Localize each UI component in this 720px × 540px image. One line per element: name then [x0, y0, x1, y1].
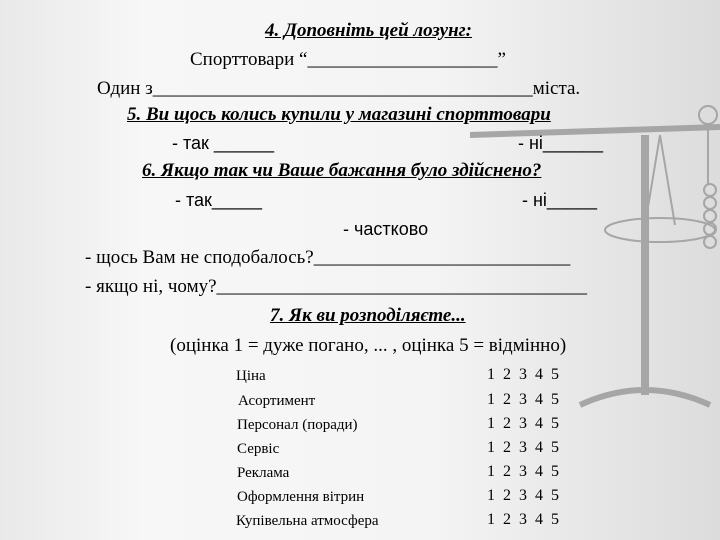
rating-scale-assortment[interactable]: 1 2 3 4 5 — [487, 391, 561, 408]
rating-label-assortment: Асортимент — [238, 393, 316, 409]
rating-scale-service[interactable]: 1 2 3 4 5 — [487, 439, 561, 456]
rating-scale-advertising[interactable]: 1 2 3 4 5 — [487, 463, 561, 480]
q6-disliked-field[interactable]: - щось Вам не сподобалось?___________________________ — [85, 247, 571, 268]
rating-label-service: Сервіс — [237, 441, 280, 457]
q6-partial-option[interactable]: - частково — [343, 219, 429, 239]
rating-scale-shopping-atmosphere[interactable]: 1 2 3 4 5 — [487, 511, 561, 528]
q7-scale-note: (оцінка 1 = дуже погано, ... , оцінка 5 = відмінно) — [170, 335, 567, 356]
q5-title: 5. Ви щось колись купили у магазині спорттовари — [127, 104, 551, 125]
rating-label-price: Ціна — [236, 368, 266, 384]
rating-scale-staff[interactable]: 1 2 3 4 5 — [487, 415, 561, 432]
rating-scale-window-display[interactable]: 1 2 3 4 5 — [487, 487, 561, 504]
q5-yes-option[interactable]: - так ______ — [172, 133, 274, 153]
q4-slogan-blank[interactable]: Спорттовари “____________________” — [190, 49, 506, 70]
rating-label-advertising: Реклама — [237, 465, 290, 481]
rating-label-staff: Персонал (поради) — [237, 417, 358, 433]
q5-no-option[interactable]: - ні______ — [518, 133, 603, 153]
rating-label-window-display: Оформлення вітрин — [237, 489, 365, 505]
q6-no-option[interactable]: - ні_____ — [522, 190, 597, 210]
rating-scale-price[interactable]: 1 2 3 4 5 — [487, 366, 561, 383]
q4-title: 4. Доповніть цей лозунг: — [265, 20, 472, 41]
q7-title: 7. Як ви розподіляєте... — [270, 305, 466, 326]
q6-why-not-field[interactable]: - якщо ні, чому?_______________________________________ — [85, 276, 588, 297]
q4-one-of-blank[interactable]: Один з________________________________________міста. — [97, 78, 581, 99]
q6-yes-option[interactable]: - так_____ — [175, 190, 262, 210]
rating-label-shopping-atmosphere: Купівельна атмосфера — [236, 513, 379, 529]
q6-title: 6. Якщо так чи Ваше бажання було здійснено? — [142, 160, 542, 181]
